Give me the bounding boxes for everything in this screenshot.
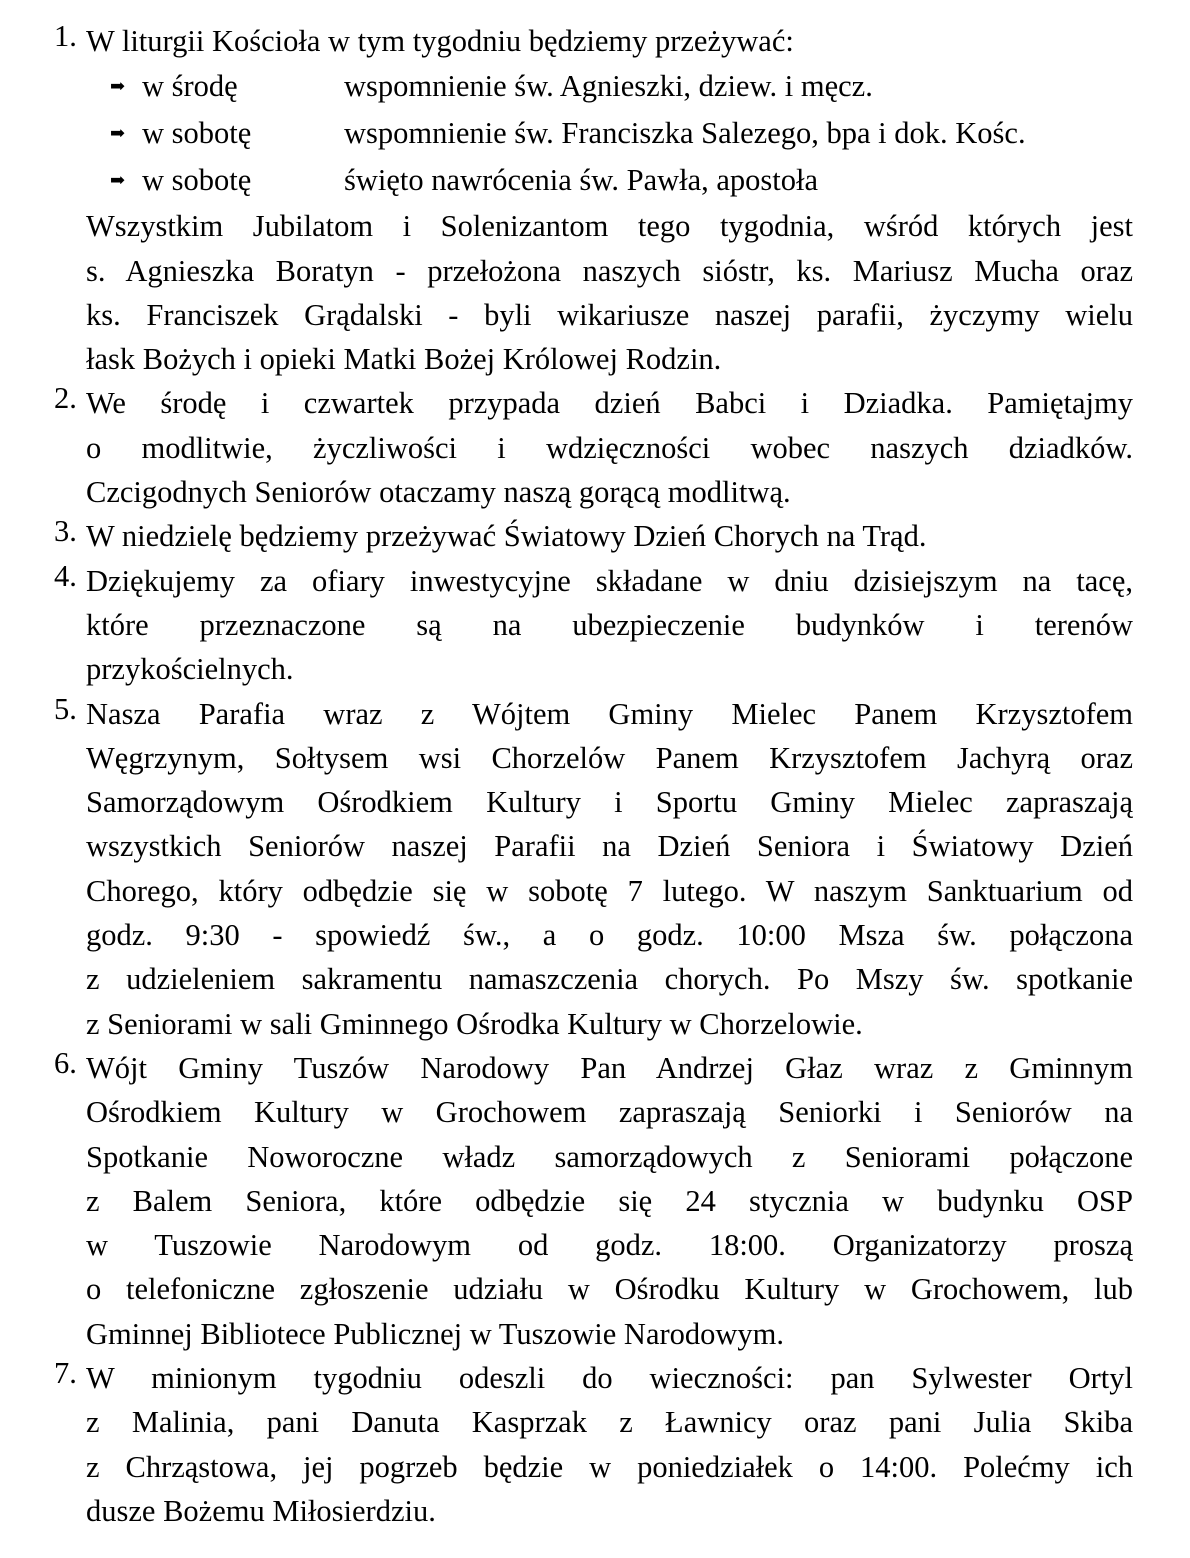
announcement-item-1 xyxy=(0,19,1190,381)
item-number: 5. xyxy=(54,691,77,726)
text-line: dusze Bożemu Miłosierdziu. xyxy=(86,1493,436,1528)
text-line: z udzieleniem sakramentu namaszczenia chorych. Po Mszy św. spotkanie xyxy=(86,962,1133,997)
arrow-bullet-icon: ➡ xyxy=(110,76,126,97)
text-line: W niedzielę będziemy przeżywać Światowy Dzień Chorych na Trąd. xyxy=(86,519,927,554)
item-number: 2. xyxy=(54,381,77,416)
text-line: godz. 9:30 - spowiedź św., a o godz. 10:00 Msza św. połączona xyxy=(86,918,1133,953)
text-line: Wójt Gminy Tuszów Narodowy Pan Andrzej Głaz wraz z Gminnym xyxy=(86,1050,1133,1085)
feast-day: w środę xyxy=(142,69,238,104)
text-line: Spotkanie Noworoczne władz samorządowych z Seniorami połączone xyxy=(86,1139,1133,1174)
announcement-item-6 xyxy=(0,1046,1190,1356)
announcement-item-2 xyxy=(0,381,1190,514)
text-line: które przeznaczone są na ubezpieczenie budynków i terenów xyxy=(86,607,1133,642)
feast-day: w sobotę xyxy=(142,163,252,198)
arrow-bullet-icon: ➡ xyxy=(110,123,126,144)
text-line: o modlitwie, życzliwości i wdzięczności wobec naszych dziadków. xyxy=(86,430,1133,465)
announcement-item-4 xyxy=(0,559,1190,692)
item-number: 1. xyxy=(54,19,77,53)
text-line: łask Bożych i opieki Matki Bożej Królowej Rodzin. xyxy=(86,342,722,377)
item-number: 4. xyxy=(54,558,77,593)
text-line: wszystkich Seniorów naszej Parafii na Dzień Seniora i Światowy Dzień xyxy=(86,829,1133,864)
feast-description: święto nawrócenia św. Pawła, apostoła xyxy=(344,163,819,198)
text-line: Wszystkim Jubilatom i Solenizantom tego tygodnia, wśród których jest xyxy=(86,209,1133,244)
feast-row xyxy=(110,110,1190,157)
item-number: 6. xyxy=(54,1045,77,1080)
feast-description: wspomnienie św. Agnieszki, dziew. i męcz. xyxy=(344,69,873,104)
feast-day: w sobotę xyxy=(142,116,252,151)
announcement-item-5 xyxy=(0,692,1190,1046)
text-line: w Tuszowie Narodowym od godz. 18:00. Organizatorzy proszą xyxy=(86,1228,1133,1263)
text-line: W minionym tygodniu odeszli do wieczności: pan Sylwester Ortyl xyxy=(86,1361,1133,1396)
text-line: We środę i czwartek przypada dzień Babci i Dziadka. Pamiętajmy xyxy=(86,386,1133,421)
text-line: Chorego, który odbędzie się w sobotę 7 lutego. W naszym Sanktuarium od xyxy=(86,873,1133,908)
text-line: Węgrzynym, Sołtysem wsi Chorzelów Panem Krzysztofem Jachyrą oraz xyxy=(86,740,1133,775)
text-line: ks. Franciszek Grądalski - byli wikariusze naszej parafii, życzymy wielu xyxy=(86,297,1133,332)
arrow-bullet-icon: ➡ xyxy=(110,170,126,191)
feast-row xyxy=(110,63,1190,110)
text-line: s. Agnieszka Boratyn - przełożona naszych sióstr, ks. Mariusz Mucha oraz xyxy=(86,253,1133,288)
text-line: Samorządowym Ośrodkiem Kultury i Sportu Gminy Mielec zapraszają xyxy=(86,785,1133,820)
text-line: Czcigodnych Seniorów otaczamy naszą gorącą modlitwą. xyxy=(86,475,791,510)
feast-description: wspomnienie św. Franciszka Salezego, bpa i dok. Kośc. xyxy=(344,116,1026,151)
text-line: z Seniorami w sali Gminnego Ośrodka Kultury w Chorzelowie. xyxy=(86,1006,863,1041)
text-line: z Malinia, pani Danuta Kasprzak z Ławnicy oraz pani Julia Skiba xyxy=(86,1405,1133,1440)
text-line: z Chrząstowa, jej pogrzeb będzie w poniedziałek o 14:00. Polećmy ich xyxy=(86,1449,1133,1484)
announcement-item-3 xyxy=(0,514,1190,558)
text-line: z Balem Seniora, które odbędzie się 24 stycznia w budynku OSP xyxy=(86,1183,1133,1218)
announcement-item-7 xyxy=(0,1356,1190,1533)
text-line: Nasza Parafia wraz z Wójtem Gminy Mielec Panem Krzysztofem xyxy=(86,696,1133,731)
text-line: o telefoniczne zgłoszenie udziału w Ośrodku Kultury w Grochowem, lub xyxy=(86,1272,1133,1307)
text-line: Dziękujemy za ofiary inwestycyjne składane w dniu dzisiejszym na tacę, xyxy=(86,563,1133,598)
text-line: przykościelnych. xyxy=(86,652,294,687)
text-line: Gminnej Bibliotece Publicznej w Tuszowie Narodowym. xyxy=(86,1316,785,1351)
item-number: 3. xyxy=(54,514,77,549)
feast-row xyxy=(110,157,1190,204)
text-line: Ośrodkiem Kultury w Grochowem zapraszają Seniorki i Seniorów na xyxy=(86,1095,1133,1130)
item-number: 7. xyxy=(54,1356,77,1391)
item-intro: W liturgii Kościoła w tym tygodniu będziemy przeżywać: xyxy=(86,24,794,58)
